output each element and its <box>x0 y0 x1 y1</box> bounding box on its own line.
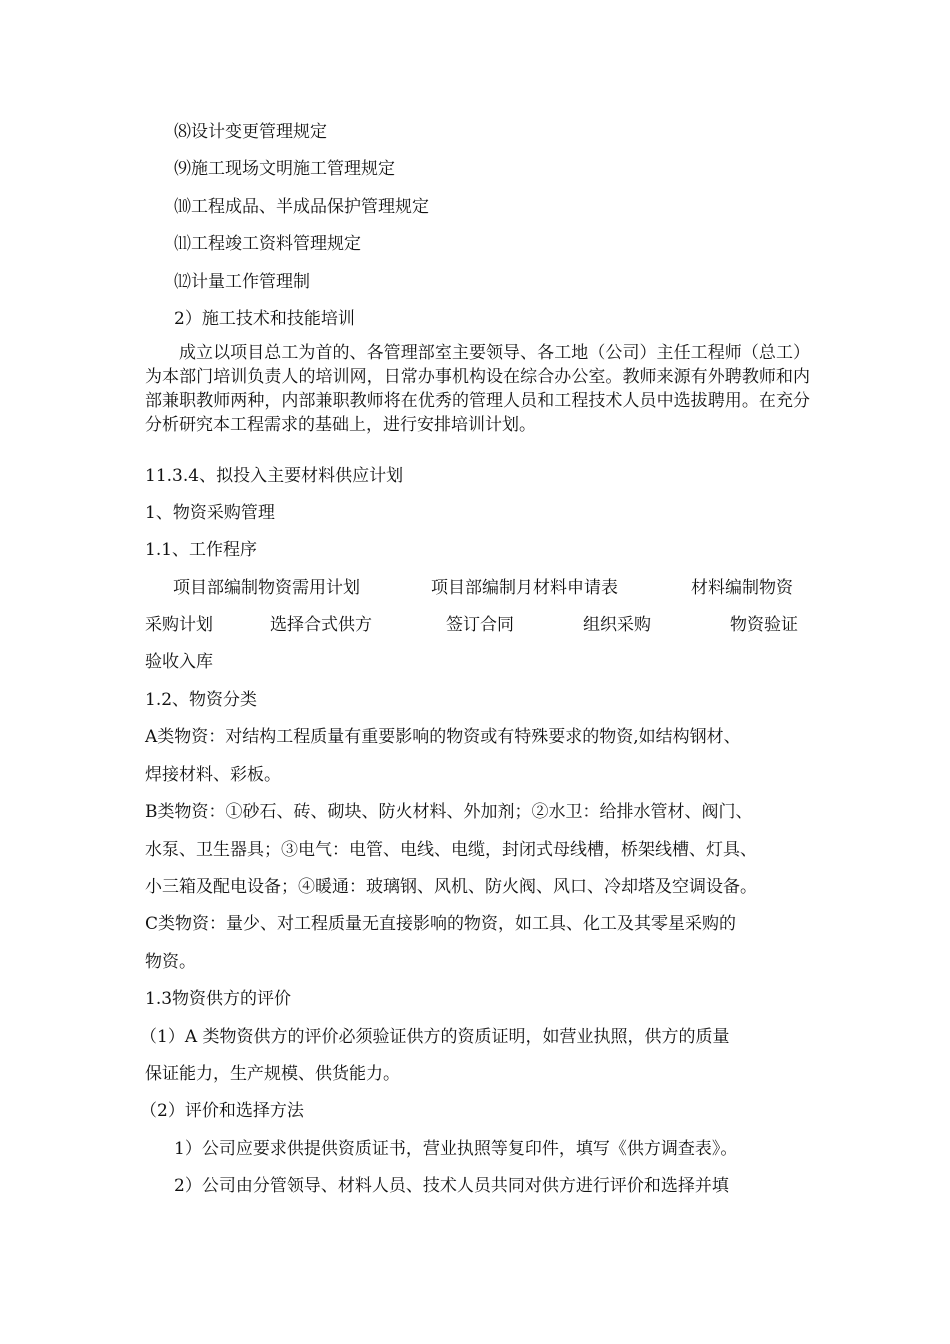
class-b-line: B类物资：①砂石、砖、砌块、防火材料、外加剂；②水卫：给排水管材、阀门、 <box>145 802 753 822</box>
procedure-step: 项目部编制月材料申请表 <box>431 578 618 598</box>
heading-work-procedure: 1.1、工作程序 <box>145 540 258 560</box>
evaluation-step-1: 1）公司应要求供提供资质证书，营业执照等复印件，填写《供方调查表》。 <box>174 1139 738 1159</box>
procedure-step: 物资验证 <box>730 615 798 635</box>
procedure-step: 项目部编制物资需用计划 <box>173 578 360 598</box>
class-a-line: A类物资：对结构工程质量有重要影响的物资或有特殊要求的物资,如结构钢材、 <box>145 727 741 747</box>
class-a-line: 焊接材料、彩板。 <box>145 765 281 785</box>
section-heading: 11.3.4、拟投入主要材料供应计划 <box>145 466 404 486</box>
procedure-step: 选择合式供方 <box>270 615 372 635</box>
procedure-step: 材料编制物资 <box>691 578 793 598</box>
class-c-line: C类物资：量少、对工程质量无直接影响的物资，如工具、化工及其零星采购的 <box>145 914 737 934</box>
procedure-step: 采购计划 <box>145 615 213 635</box>
heading-classification: 1.2、物资分类 <box>145 690 258 710</box>
training-paragraph: 成立以项目总工为首的、各管理部室主要领导、各工地（公司）主任工程师（总工）为本部门培训负责人的培训网，日常办事机构设在综合办公室。教师来源有外聘教师和内部兼职教师两种，内部兼职教师将在优秀的管理人员和工程技术人员中选拔聘用。在充分分析研究本工程需求的基础上，进行安排培训计划。 <box>145 343 810 435</box>
class-b-line: 水泵、卫生器具；③电气：电管、电线、电缆，封闭式母线槽，桥架线槽、灯具、 <box>145 840 757 860</box>
list-item-11: ⑾工程竣工资料管理规定 <box>174 234 361 254</box>
procedure-row-3: 验收入库 <box>145 652 213 672</box>
procedure-step: 签订合同 <box>446 615 514 635</box>
class-c-line: 物资。 <box>145 952 196 972</box>
evaluation-step-2: 2）公司由分管领导、材料人员、技术人员共同对供方进行评价和选择并填 <box>174 1176 729 1196</box>
list-item-9: ⑼施工现场文明施工管理规定 <box>174 159 395 179</box>
list-item-8: ⑻设计变更管理规定 <box>174 122 327 142</box>
subsection-heading-training: 2）施工技术和技能培训 <box>174 309 355 329</box>
class-b-line: 小三箱及配电设备；④暖通：玻璃钢、风机、防火阀、风口、冷却塔及空调设备。 <box>145 877 757 897</box>
procedure-step: 组织采购 <box>583 615 651 635</box>
evaluation-item-1-cont: 保证能力，生产规模、供货能力。 <box>145 1064 400 1084</box>
heading-procurement: 1、物资采购管理 <box>145 503 275 523</box>
list-item-10: ⑽工程成品、半成品保护管理规定 <box>174 197 429 217</box>
evaluation-item-2: （2）评价和选择方法 <box>140 1101 304 1121</box>
heading-supplier-evaluation: 1.3物资供方的评价 <box>145 989 292 1009</box>
evaluation-item-1: （1）A 类物资供方的评价必须验证供方的资质证明，如营业执照，供方的质量 <box>140 1027 730 1047</box>
list-item-12: ⑿计量工作管理制 <box>174 272 310 292</box>
